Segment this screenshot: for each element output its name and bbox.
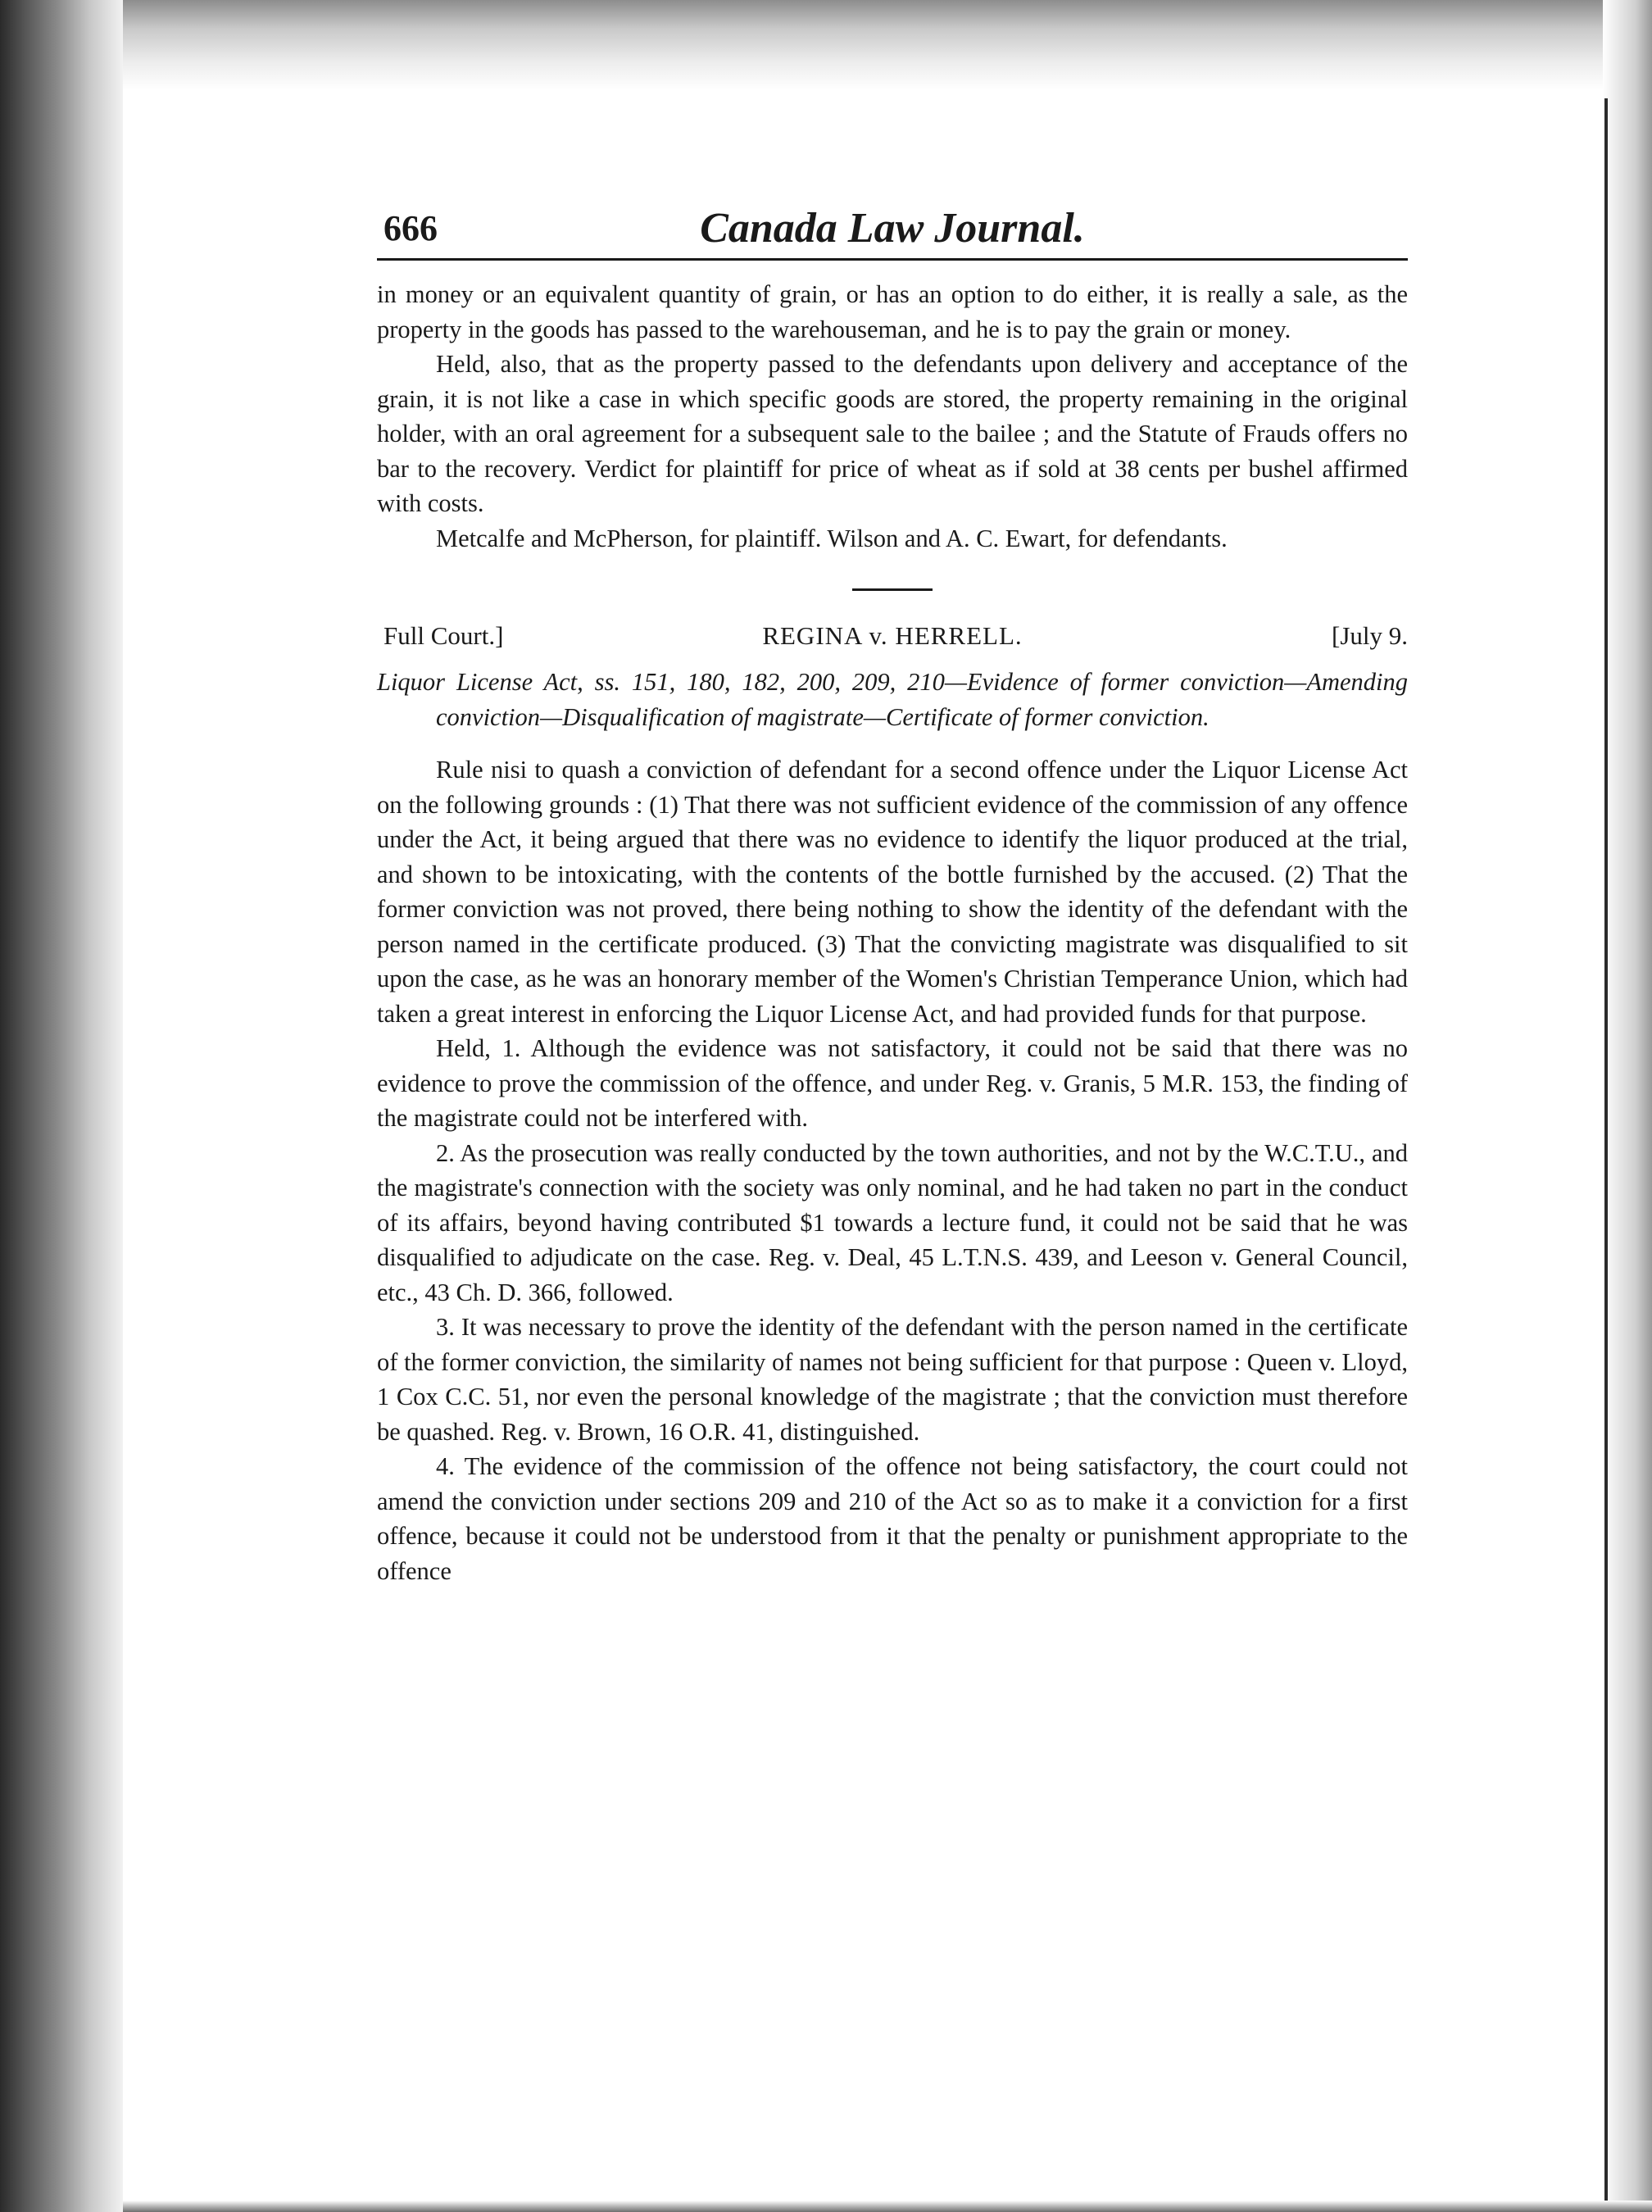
running-head bbox=[377, 201, 1408, 261]
scan-shadow-right bbox=[1603, 0, 1652, 2212]
case-headnote: Liquor License Act, ss. 151, 180, 182, 200, 209, 210—Evidence of former conviction—Amending conviction—Disqualification of magistrate—Certificate of former conviction. bbox=[377, 668, 1408, 731]
paragraph: Held, 1. Although the evidence was not satisfactory, it could not be said that there was no evidence to prove the commission of the offence, and under Reg. v. Granis, 5 M.R. 153, the finding of the magistrate could not be interfered with. bbox=[377, 1034, 1408, 1132]
scan-shadow-bottom bbox=[123, 2201, 1652, 2212]
paragraph: Metcalfe and McPherson, for plaintiff. Wilson and A. C. Ewart, for defendants. bbox=[436, 524, 1228, 552]
paragraph: 3. It was necessary to prove the identity of the defendant with the person named in the certificate of the former conviction, the similarity of names not being sufficient for that purpose : Queen v. Lloyd, 1 Cox C.C. 51, nor even the personal knowledge of the magistrate ; that the conviction must therefore be quashed. Reg. v. Brown, 16 O.R. 41, distinguished. bbox=[377, 1313, 1408, 1446]
paragraph: 4. The evidence of the commission of the offence not being satisfactory, the court could not amend the conviction under sections 209 and 210 of the Act so as to make it a conviction for a first offence, because it could not be understood from it that the penalty or punishment appropriate to the offence bbox=[377, 1452, 1408, 1585]
paragraph: Rule nisi to quash a conviction of defendant for a second offence under the Liquor License Act on the following grounds : (1) That there was not sufficient evidence of the commission of any offence under the Act, it being argued that there was no evidence to identify the liquor produced at the trial, and shown to be intoxicating, with the contents of the bottle furnished by the accused. (2) That the former conviction was not proved, there being nothing to show the identity of the defendant with the person named in the certificate produced. (3) That the convicting magistrate was disqualified to sit upon the case, as he was an honorary member of the Women's Christian Temperance Union, which had taken a great interest in enforcing the Liquor License Act, and had provided funds for that purpose. bbox=[377, 756, 1408, 1028]
scan-shadow-top bbox=[123, 0, 1652, 90]
page bbox=[377, 201, 1408, 1588]
body-text bbox=[377, 277, 1408, 1588]
section-divider bbox=[852, 588, 933, 591]
case-court: Full Court.] bbox=[384, 621, 504, 650]
page-number: 666 bbox=[384, 208, 438, 248]
case-date: [July 9. bbox=[1332, 621, 1408, 650]
paragraph: 2. As the prosecution was really conducted by the town authorities, and not by the W.C.T.U., and the magistrate's connection with the society was only nominal, and he had taken no part in the conduct of its affairs, beyond having contributed $1 towards a lecture fund, it could not be said that he was disqualified to adjudicate on the case. Reg. v. Deal, 45 L.T.N.S. 439, and Leeson v. General Council, etc., 43 Ch. D. 366, followed. bbox=[377, 1138, 1408, 1306]
page-edge-line bbox=[1604, 98, 1608, 2205]
paragraph: Held, also, that as the property passed to the defendants upon delivery and acceptance of the grain, it is not like a case in which specific goods are stored, the property remaining in the original holder, with an oral agreement for a subsequent sale to the bailee ; and the Statute of Frauds offers no bar to the recovery. Verdict for plaintiff for price of wheat as if sold at 38 cents per bushel affirmed with costs. bbox=[377, 350, 1408, 517]
journal-title: Canada Law Journal. bbox=[700, 205, 1085, 252]
case-name: REGINA v. HERRELL. bbox=[762, 621, 1023, 650]
paragraph: in money or an equivalent quantity of grain, or has an option to do either, it is really a sale, as the property in the goods has passed to the warehouseman, and he is to pay the grain or money. bbox=[377, 280, 1408, 343]
case-heading bbox=[377, 619, 1408, 655]
scan-shadow-left bbox=[0, 0, 123, 2212]
